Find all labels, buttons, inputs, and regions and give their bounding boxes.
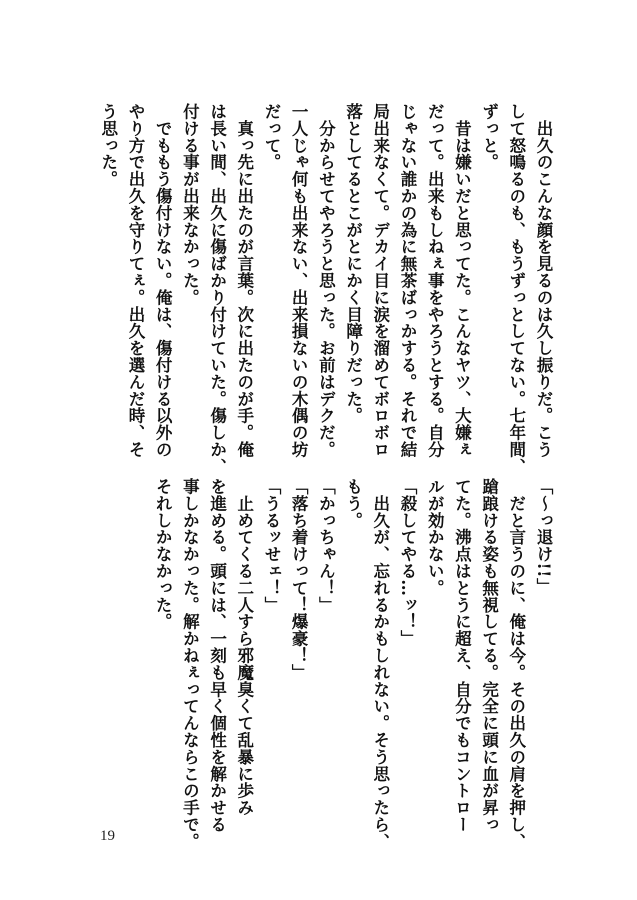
text-line: だと言うのに、俺は今。その出久の肩を押し、 [506,478,526,850]
text-line: 「殺してやる…ッ！」 [397,478,417,647]
text-line: 真っ先に出たのが言葉。次に出たのが手。俺 [234,103,254,458]
text-line: 一人じゃ何も出来ない、出来損ないの木偶の坊 [289,103,309,458]
text-line: は長い間、出久に傷ばかり付けていた。傷しか、 [207,103,227,475]
text-line: じゃない誰かの為に無茶ばっかする。それで結 [397,103,417,458]
text-line: して怒鳴るのも、もうずっとしてない。七年間、 [506,103,526,475]
text-line: てた。沸点はとうに超え、自分でもコントロー [452,478,472,833]
text-line: 出久のこんな顔を見るのは久し振りだ。こう [534,103,553,458]
text-line: 分からせてやろうと思った。お前はデクだ。 [316,103,336,458]
text-line: 昔は嫌いだと思ってた。こんなヤツ、大嫌ぇ [452,103,472,458]
text-line: 蹌踉ける姿も無視してる。完全に頭に血が昇っ [479,478,499,833]
text-line: 「落ち着けって！爆豪！」 [289,478,309,681]
lower-text-block [149,478,557,850]
text-line: を進める。頭には、一刻も早く個性を解かせる [207,478,227,833]
text-line: 止めてくる二人すら邪魔臭くて乱暴に歩み [234,478,254,816]
text-line: 出久が、忘れるかもしれない。そう思ったら、 [370,478,390,850]
text-line: 事しかなかった。解かねぇってんならこの手で。 [180,478,200,850]
text-line: 「かっちゃん！」 [316,478,336,614]
text-line: う思った。 [98,103,118,188]
text-line: ずっと。 [479,103,499,171]
text-line: だって。 [261,103,281,171]
text-line: もう。 [343,478,363,529]
text-line: でももう傷付けない。俺は、傷付ける以外の [153,103,173,458]
text-line: ルが効かない。 [425,478,445,597]
upper-text-block [95,103,557,475]
text-line: だって。出来もしねぇ事をやろうとする。自分 [425,103,445,458]
text-line: 落としてるとこがとにかく目障りだった。 [343,103,363,425]
text-line: 局出来なくて。デカイ目に涙を溜めてボロボロ [370,103,390,458]
text-line: 「～っ退け!!」 [534,478,553,595]
text-line: 「うるッせェ！」 [261,478,281,614]
text-line: やり方で出久を守りてぇ。出久を選んだ時、そ [125,103,145,458]
page-number: 19 [100,828,115,844]
text-line: それしかなかった。 [153,478,173,631]
text-line: 付ける事が出来なかった。 [180,103,200,306]
